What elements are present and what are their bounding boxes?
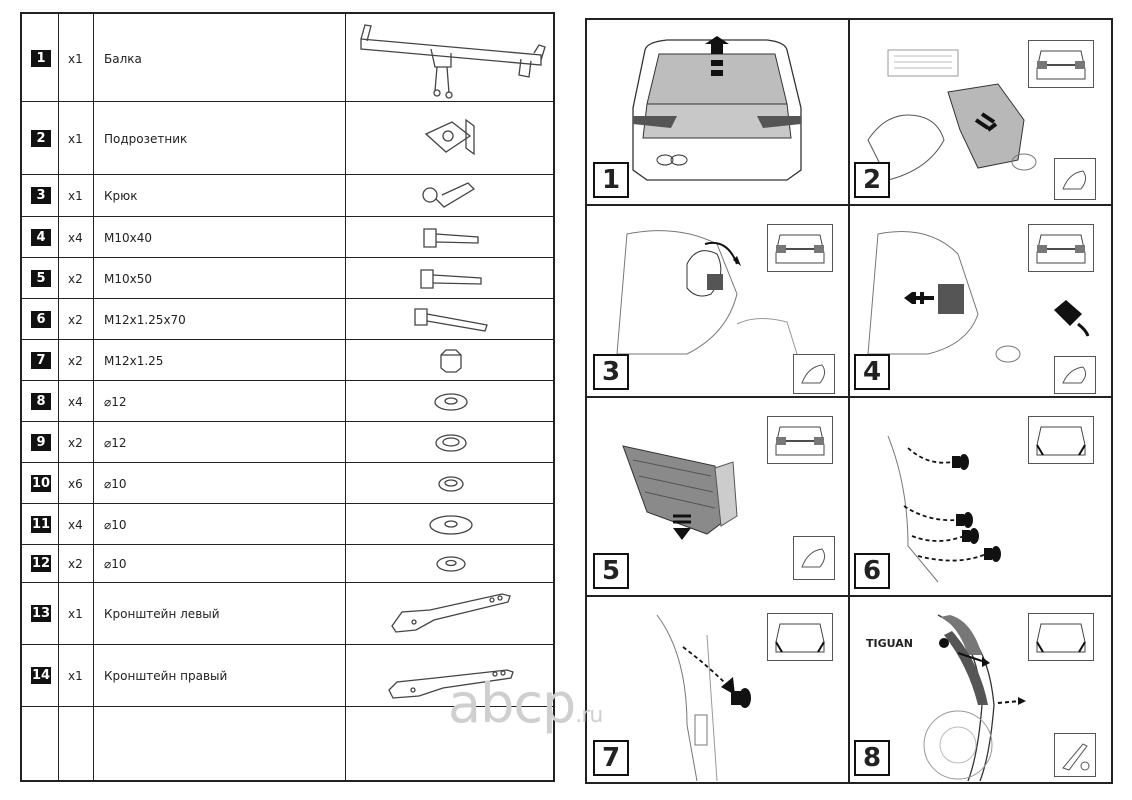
watermark-logo: abcp.ru bbox=[448, 672, 603, 735]
part-name: Балка bbox=[104, 52, 142, 66]
part-quantity: x4 bbox=[68, 518, 83, 532]
part-name: Крюк bbox=[104, 189, 138, 203]
part-name: M10x40 bbox=[104, 231, 152, 245]
part-number: 12 bbox=[31, 556, 51, 571]
table-row bbox=[22, 258, 553, 299]
step-panel bbox=[587, 396, 848, 595]
hand-tool-thumbnail bbox=[1054, 158, 1096, 200]
part-quantity: x2 bbox=[68, 436, 83, 450]
part-name: Кронштейн правый bbox=[104, 669, 228, 683]
step-number: 7 bbox=[593, 740, 629, 776]
step-number: 2 bbox=[854, 162, 890, 198]
step-panel bbox=[848, 396, 1111, 595]
part-number: 8 bbox=[31, 393, 51, 410]
table-row bbox=[22, 340, 553, 381]
part-number: 5 bbox=[31, 270, 51, 287]
part-number: 9 bbox=[31, 434, 51, 451]
part-number: 11 bbox=[31, 517, 51, 532]
nut-icon bbox=[347, 340, 555, 381]
part-number: 3 bbox=[31, 187, 51, 204]
part-quantity: x2 bbox=[68, 557, 83, 571]
car-thumbnail bbox=[1028, 40, 1094, 88]
part-quantity: x2 bbox=[68, 354, 83, 368]
table-row bbox=[22, 175, 553, 217]
part-number: 6 bbox=[31, 311, 51, 328]
part-number: 7 bbox=[31, 352, 51, 369]
car-thumbnail bbox=[767, 613, 833, 661]
part-name: Кронштейн левый bbox=[104, 607, 220, 621]
part-number: 1 bbox=[31, 50, 51, 67]
step-panel bbox=[587, 20, 848, 204]
washer-icon bbox=[347, 381, 555, 422]
part-quantity: x1 bbox=[68, 607, 83, 621]
car-thumbnail bbox=[767, 416, 833, 464]
part-quantity: x1 bbox=[68, 189, 83, 203]
socket-bracket-icon bbox=[347, 102, 555, 175]
left-bracket-icon bbox=[347, 583, 555, 645]
step-panel bbox=[587, 595, 848, 782]
step-number: 4 bbox=[854, 354, 890, 390]
parts-table bbox=[20, 12, 555, 782]
car-thumbnail bbox=[1028, 416, 1094, 464]
hand-tool-thumbnail bbox=[1054, 356, 1096, 394]
table-row bbox=[22, 545, 553, 583]
installation-steps bbox=[585, 18, 1113, 784]
hand-tool-thumbnail bbox=[793, 354, 835, 394]
table-row bbox=[22, 217, 553, 258]
step-panel bbox=[848, 20, 1111, 204]
part-quantity: x1 bbox=[68, 52, 83, 66]
model-label: TIGUAN bbox=[866, 637, 913, 650]
part-name: ⌀12 bbox=[104, 395, 127, 409]
part-name: ⌀10 bbox=[104, 477, 127, 491]
bolt-icon bbox=[347, 258, 555, 299]
table-row bbox=[22, 381, 553, 422]
part-quantity: x6 bbox=[68, 477, 83, 491]
spring-washer-icon bbox=[347, 422, 555, 463]
part-name: Подрозетник bbox=[104, 132, 188, 146]
clip-tool-thumbnail bbox=[1054, 733, 1096, 777]
part-number: 13 bbox=[31, 606, 51, 621]
step-panel bbox=[848, 595, 1111, 782]
bolt-icon bbox=[347, 217, 555, 258]
hand-tool-thumbnail bbox=[793, 536, 835, 580]
step-number: 6 bbox=[854, 553, 890, 589]
car-thumbnail bbox=[1028, 613, 1094, 661]
step-panel bbox=[587, 204, 848, 396]
part-name: M12x1.25 bbox=[104, 354, 164, 368]
table-row bbox=[22, 504, 553, 545]
table-row bbox=[22, 299, 553, 340]
part-quantity: x2 bbox=[68, 313, 83, 327]
part-quantity: x4 bbox=[68, 231, 83, 245]
table-row bbox=[22, 583, 553, 645]
part-number: 10 bbox=[31, 476, 51, 491]
table-row bbox=[22, 422, 553, 463]
large-washer-icon bbox=[347, 504, 555, 545]
part-number: 4 bbox=[31, 229, 51, 246]
table-row bbox=[22, 14, 553, 102]
long-bolt-icon bbox=[347, 299, 555, 340]
part-quantity: x1 bbox=[68, 132, 83, 146]
table-row bbox=[22, 102, 553, 175]
step-number: 8 bbox=[854, 740, 890, 776]
part-name: ⌀12 bbox=[104, 436, 127, 450]
step-number: 1 bbox=[593, 162, 629, 198]
part-quantity: x1 bbox=[68, 669, 83, 683]
spring-washer-icon bbox=[347, 463, 555, 504]
table-row bbox=[22, 463, 553, 504]
plug-icon bbox=[1048, 294, 1094, 338]
part-number: 2 bbox=[31, 130, 51, 147]
part-name: ⌀10 bbox=[104, 557, 127, 571]
part-quantity: x4 bbox=[68, 395, 83, 409]
step-number: 5 bbox=[593, 553, 629, 589]
part-name: ⌀10 bbox=[104, 518, 127, 532]
step-number: 3 bbox=[593, 354, 629, 390]
step-panel bbox=[848, 204, 1111, 396]
car-thumbnail bbox=[767, 224, 833, 272]
tow-beam-icon bbox=[347, 14, 555, 102]
part-number: 14 bbox=[31, 668, 51, 683]
washer-icon bbox=[347, 545, 555, 583]
part-name: M12x1.25x70 bbox=[104, 313, 186, 327]
part-quantity: x2 bbox=[68, 272, 83, 286]
tow-ball-icon bbox=[347, 175, 555, 217]
car-thumbnail bbox=[1028, 224, 1094, 272]
part-name: M10x50 bbox=[104, 272, 152, 286]
